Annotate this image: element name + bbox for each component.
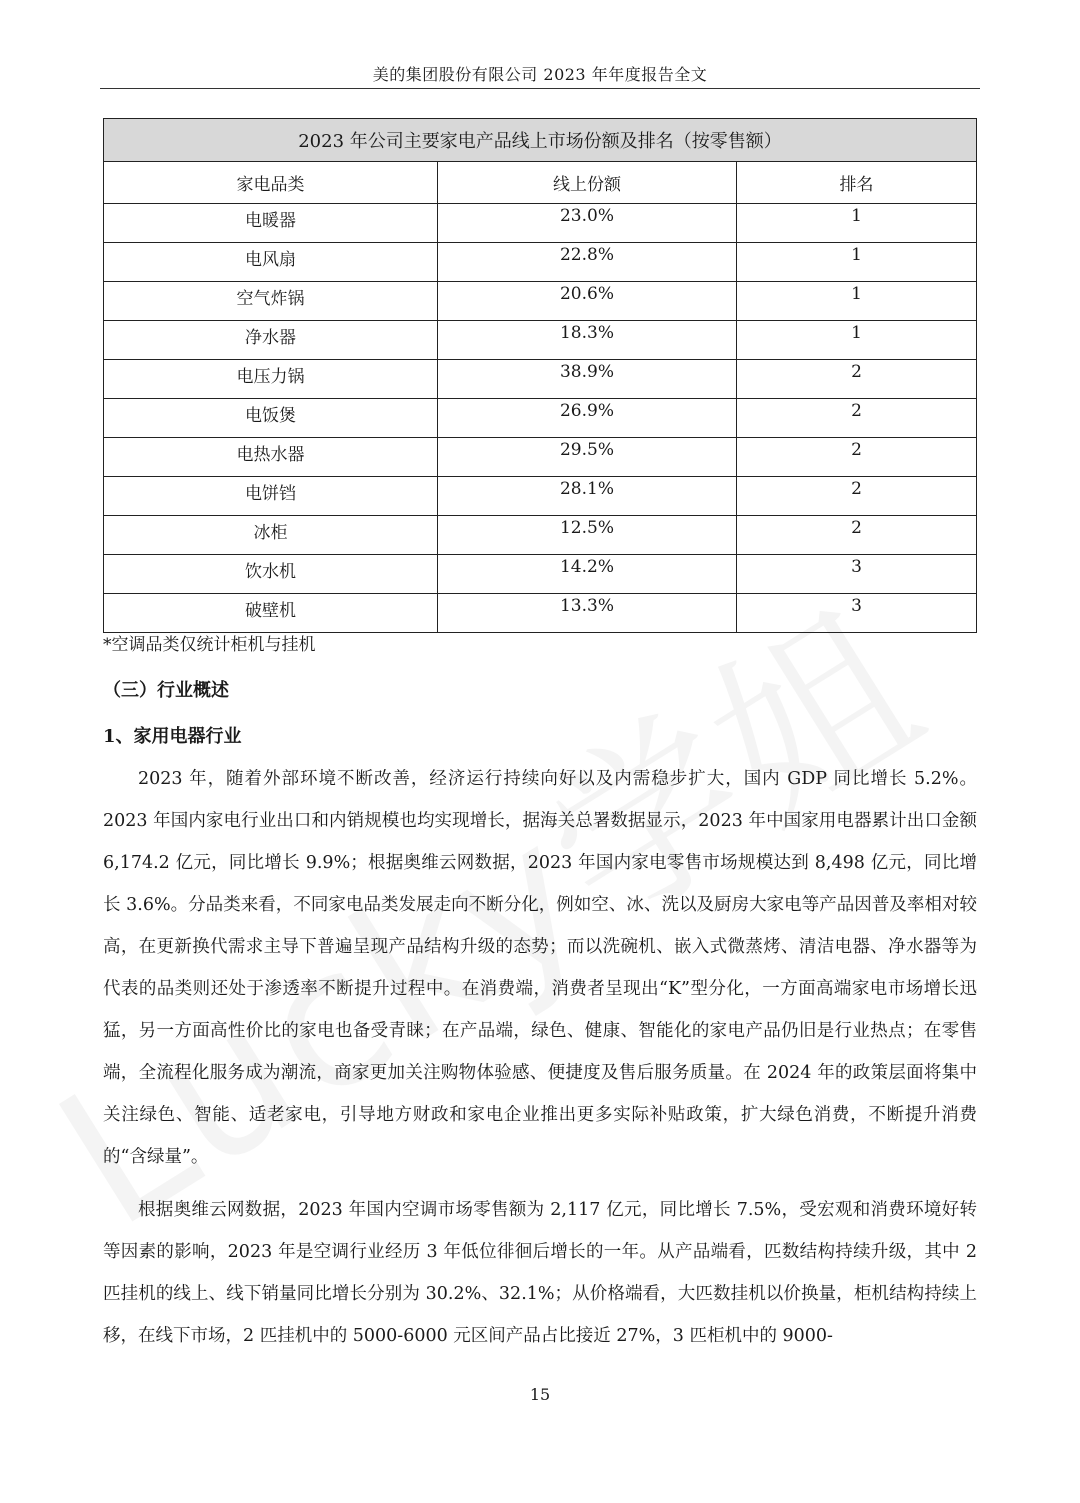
cell-rank: 1: [737, 204, 977, 243]
cell-category: 破壁机: [104, 594, 438, 633]
cell-rank: 1: [737, 321, 977, 360]
cell-share: 26.9%: [438, 399, 737, 438]
body-paragraph: 根据奥维云网数据，2023 年国内空调市场零售额为 2,117 亿元，同比增长 7.5%，受宏观和消费环境好转等因素的影响，2023 年是空调行业经历 3 年低位徘徊后增长的一年。从产品端看，匹数结构持续升级，其中 2 匹挂机的线上、线下销量同比增长分别为 30.2%、32.1%；从价格端看，大匹数挂机以价换量，柜机结构持续上移，在线下市场，2 匹挂机中的 5000-6000 元区间产品占比接近 27%，3 匹柜机中的 9000-: [103, 1200, 977, 1346]
table-row: [104, 243, 977, 282]
cell-share: 18.3%: [438, 321, 737, 360]
cell-share: 29.5%: [438, 438, 737, 477]
table-row: [104, 555, 977, 594]
cell-rank: 2: [737, 360, 977, 399]
cell-share: 28.1%: [438, 477, 737, 516]
cell-rank: 2: [737, 399, 977, 438]
table-row: [104, 438, 977, 477]
body-paragraph: 2023 年，随着外部环境不断改善，经济运行持续向好以及内需稳步扩大，国内 GDP 同比增长 5.2%。2023 年国内家电行业出口和内销规模也均实现增长，据海关总署数据显示，2023 年中国家用电器累计出口金额 6,174.2 亿元，同比增长 9.9%；根据奥维云网数据，2023 年国内家电零售市场规模达到 8,498 亿元，同比增长 3.6%。分品类来看，不同家电品类发展走向不断分化，例如空、冰、洗以及厨房大家电等产品因普及率相对较高，在更新换代需求主导下普遍呈现产品结构升级的态势；而以洗碗机、嵌入式微蒸烤、清洁电器、净水器等为代表的品类则还处于渗透率不断提升过程中。在消费端，消费者呈现出“K”型分化，一方面高端家电市场增长迅猛，另一方面高性价比的家电也备受青睐；在产品端，绿色、健康、智能化的家电产品仍旧是行业热点；在零售端，全流程化服务成为潮流，商家更加关注购物体验感、便捷度及售后服务质量。在 2024 年的政策层面将集中关注绿色、智能、适老家电，引导地方财政和家电企业推出更多实际补贴政策，扩大绿色消费，不断提升消费的“含绿量”。: [103, 769, 977, 1167]
page-number: 15: [529, 1385, 551, 1404]
cell-category: 净水器: [104, 321, 438, 360]
report-header-title: 美的集团股份有限公司 2023 年年度报告全文: [372, 65, 708, 84]
table-title: 2023 年公司主要家电产品线上市场份额及排名（按零售额）: [104, 119, 977, 162]
cell-category: 电压力锅: [104, 360, 438, 399]
cell-share: 14.2%: [438, 555, 737, 594]
table-row: [104, 321, 977, 360]
cell-share: 22.8%: [438, 243, 737, 282]
table-row: [104, 399, 977, 438]
cell-category: 电风扇: [104, 243, 438, 282]
subsection-heading-home-appliances: 1、家用电器行业: [103, 726, 242, 747]
section-heading-industry-overview: （三）行业概述: [103, 680, 229, 701]
cell-category: 电饼铛: [104, 477, 438, 516]
table-footnote: *空调品类仅统计柜机与挂机: [103, 635, 316, 655]
cell-share: 38.9%: [438, 360, 737, 399]
cell-rank: 3: [737, 594, 977, 633]
table-row: [104, 282, 977, 321]
cell-rank: 2: [737, 516, 977, 555]
cell-rank: 3: [737, 555, 977, 594]
table-row: [104, 477, 977, 516]
table-row: [104, 594, 977, 633]
cell-share: 12.5%: [438, 516, 737, 555]
cell-category: 电热水器: [104, 438, 438, 477]
cell-rank: 1: [737, 243, 977, 282]
table-row: [104, 204, 977, 243]
cell-rank: 2: [737, 438, 977, 477]
cell-category: 电暖器: [104, 204, 438, 243]
market-share-table: [103, 118, 977, 633]
table-row: [104, 516, 977, 555]
cell-category: 冰柜: [104, 516, 438, 555]
cell-category: 空气炸锅: [104, 282, 438, 321]
header-divider: [100, 88, 980, 89]
column-header-rank: 排名: [737, 162, 977, 204]
cell-share: 23.0%: [438, 204, 737, 243]
column-header-category: 家电品类: [104, 162, 438, 204]
cell-category: 饮水机: [104, 555, 438, 594]
cell-rank: 1: [737, 282, 977, 321]
table-row: [104, 360, 977, 399]
column-header-share: 线上份额: [438, 162, 737, 204]
cell-share: 20.6%: [438, 282, 737, 321]
cell-category: 电饭煲: [104, 399, 438, 438]
cell-rank: 2: [737, 477, 977, 516]
cell-share: 13.3%: [438, 594, 737, 633]
